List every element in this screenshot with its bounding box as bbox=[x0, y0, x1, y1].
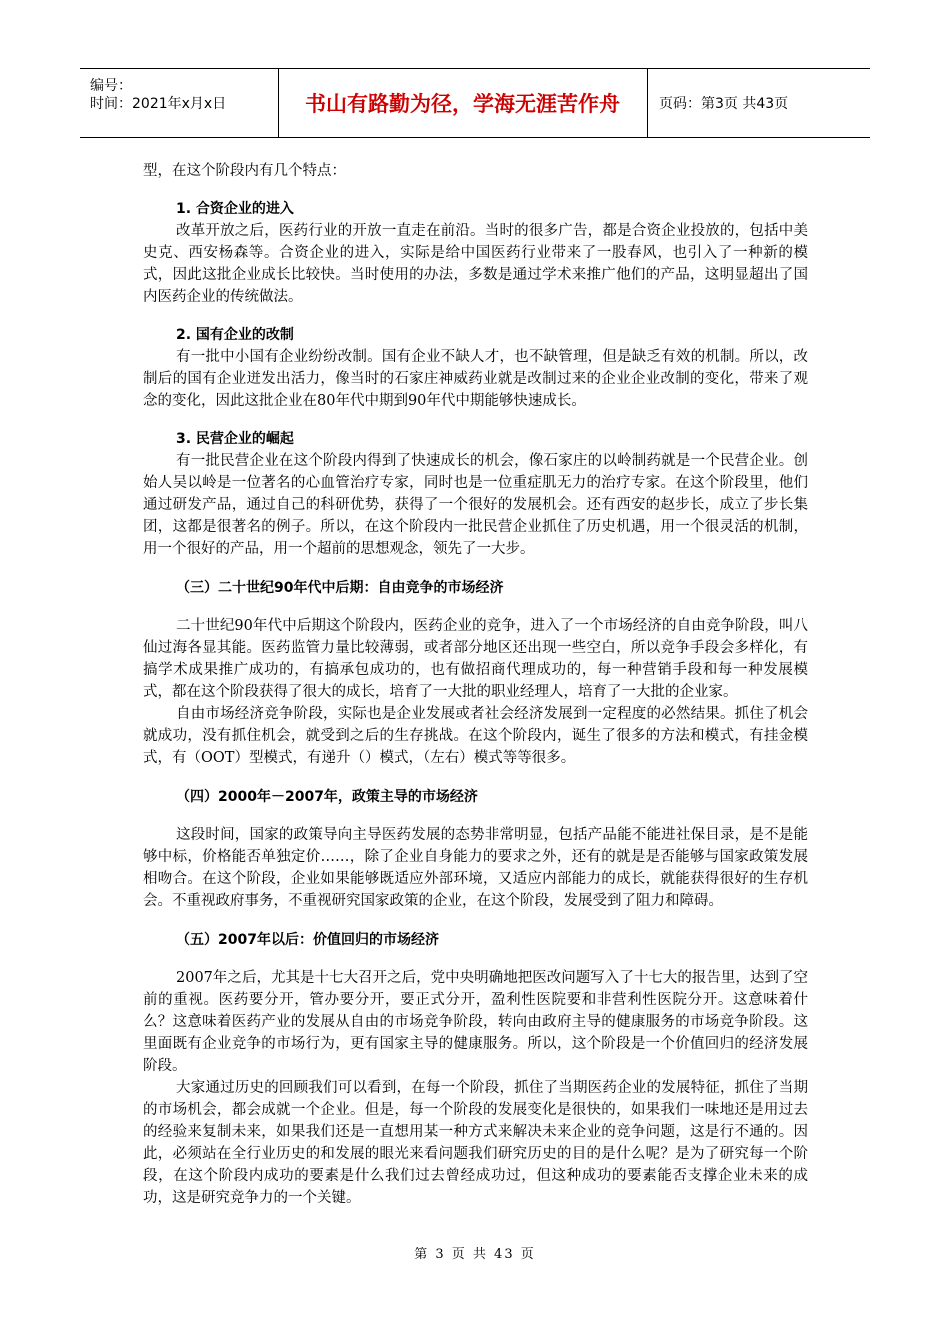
subheading-state-reform: 2. 国有企业的改制 bbox=[176, 327, 294, 343]
document-body bbox=[143, 160, 808, 1209]
header-meta-cell bbox=[80, 69, 279, 137]
document-number-label: 编号： bbox=[90, 78, 132, 94]
section-3-paragraph-2: 自由市场经济竞争阶段，实际也是企业发展或者社会经济发展到一定程度的必然结果。抓住了机会就成功，没有抓住机会，就受到之后的生存挑战。在这个阶段内，诞生了很多的方法和模式，有挂金模式，有（OOT）型模式，有递升（）模式，（左右）模式等等很多。 bbox=[143, 706, 808, 766]
subheading-private-rise: 3. 民营企业的崛起 bbox=[176, 431, 294, 447]
intro-paragraph: 型，在这个阶段内有几个特点： bbox=[143, 163, 346, 179]
section-3-paragraph-1: 二十世纪90年代中后期这个阶段内，医药企业的竞争，进入了一个市场经济的自由竞争阶段，叫八仙过海各显其能。医药监管力量比较薄弱，或者部分地区还出现一些空白，所以竞争手段会多样化，有搞学术成果推广成功的，有搞承包成功的，也有做招商代理成功的，每一种营销手段和每一种发展模式，都在这个阶段获得了很大的成长，培育了一大批的职业经理人，培育了一大批的企业家。 bbox=[143, 618, 808, 700]
subheading-joint-venture: 1. 合资企业的进入 bbox=[176, 201, 294, 217]
page-header bbox=[80, 68, 870, 138]
section-5-paragraph-1: 2007年之后，尤其是十七大召开之后，党中央明确地把医改问题写入了十七大的报告里，达到了空前的重视。医药要分开，管办要分开，要正式分开，盈利性医院要和非营利性医院分开。这意味着什么？这意味着医药产业的发展从自由的市场竞争阶段，转向由政府主导的健康服务的市场竞争阶段。这里面既有企业竞争的市场行为，更有国家主导的健康服务。所以，这个阶段是一个价值回归的经济发展阶段。 bbox=[143, 970, 808, 1074]
section-4-paragraph-1: 这段时间，国家的政策导向主导医药发展的态势非常明显，包括产品能不能进社保目录，是不是能够中标，价格能否单独定价……，除了企业自身能力的要求之外，还有的就是是否能够与国家政策发展相吻合。在这个阶段，企业如果能够既适应外部环境，又适应内部能力的成长，就能获得很好的生存机会。不重视政府事务，不重视研究国家政策的企业，在这个阶段，发展受到了阻力和障碍。 bbox=[143, 827, 808, 909]
document-date-label: 时间：2021年x月x日 bbox=[90, 96, 227, 112]
section-heading-3: （三）二十世纪90年代中后期：自由竞争的市场经济 bbox=[176, 580, 504, 596]
paragraph-state-reform: 有一批中小国有企业纷纷改制。国有企业不缺人才，也不缺管理，但是缺乏有效的机制。所以，改制后的国有企业迸发出活力，像当时的石家庄神威药业就是改制过来的企业企业改制的变化，带来了观念的变化，因此这批企业在80年代中期到90年代中期能够快速成长。 bbox=[143, 349, 808, 409]
paragraph-private-rise: 有一批民营企业在这个阶段内得到了快速成长的机会，像石家庄的以岭制药就是一个民营企业。创始人吴以岭是一位著名的心血管治疗专家，同时也是一位重症肌无力的治疗专家。在这个阶段里，他们通过研发产品，通过自己的科研优势，获得了一个很好的发展机会。还有西安的赵步长，成立了步长集团，这都是很著名的例子。所以，在这个阶段内一批民营企业抓住了历史机遇，用一个很灵活的机制，用一个很好的产品，用一个超前的思想观念，领先了一大步。 bbox=[143, 453, 808, 557]
header-page-info: 页码：第3页 共43页 bbox=[659, 96, 789, 112]
page-footer: 第 3 页 共 43 页 bbox=[414, 1247, 536, 1262]
section-heading-4: （四）2000年－2007年，政策主导的市场经济 bbox=[176, 789, 478, 805]
section-heading-5: （五）2007年以后：价值回归的市场经济 bbox=[176, 932, 439, 948]
section-5-paragraph-2: 大家通过历史的回顾我们可以看到，在每一个阶段，抓住了当期医药企业的发展特征，抓住了当期的市场机会，都会成就一个企业。但是，每一个阶段的发展变化是很快的，如果我们一味地还是用过去的经验来复制未来，如果我们还是一直想用某一种方式来解决未来企业的竞争问题，这是行不通的。因此，必须站在全行业历史的和发展的眼光来看问题我们研究历史的目的是什么呢？是为了研究每一个阶段，在这个阶段内成功的要素是什么我们过去曾经成功过，但这种成功的要素能否支撑企业未来的成功，这是研究竞争力的一个关键。 bbox=[143, 1080, 808, 1206]
header-motto: 书山有路勤为径，学海无涯苦作舟 bbox=[278, 69, 648, 137]
paragraph-joint-venture: 改革开放之后，医药行业的开放一直走在前沿。当时的很多广告，都是合资企业投放的，包括中美史克、西安杨森等。合资企业的进入，实际是给中国医药行业带来了一股春风，也引入了一种新的模式，因此这批企业成长比较快。当时使用的办法，多数是通过学术来推广他们的产品，这明显超出了国内医药企业的传统做法。 bbox=[143, 223, 808, 305]
